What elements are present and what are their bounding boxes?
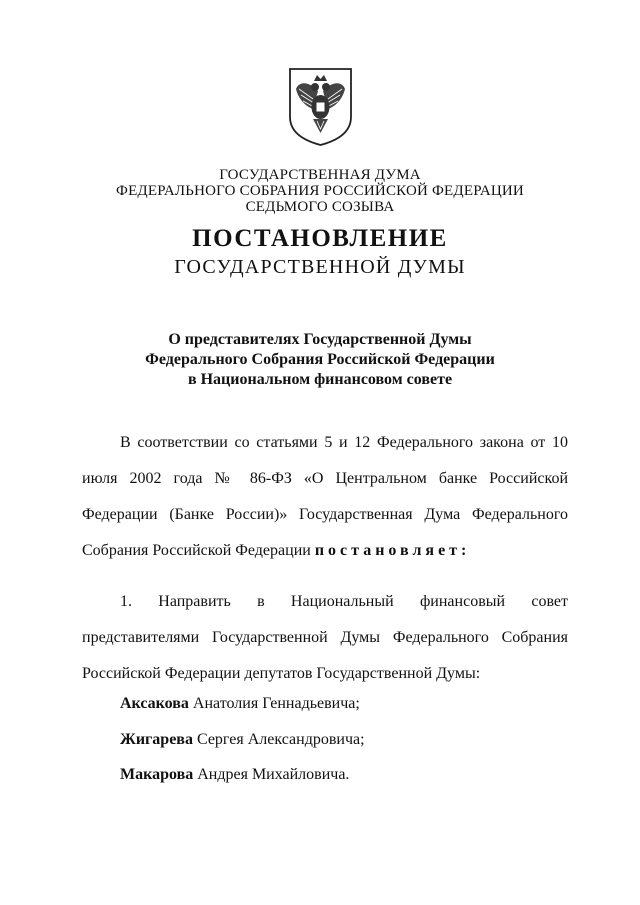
preamble-paragraph [82,425,568,569]
deputy-1 [120,695,360,713]
deputy-2-name: Сергея Александровича; [192,731,365,748]
preamble-text: В соответствии со статьями 5 и 12 Федерального закона от 10 июля 2002 года № 86-ФЗ «О Центральном банке Российской Федерации (Банке России)» Государственная Дума Федерального Собрания Российской Федерации [82,434,568,559]
deputy-2 [120,731,365,749]
deputy-1-name: Анатолия Геннадьевича; [188,695,360,712]
item-1-paragraph: 1. Направить в Национальный финансовый совет представителями Государственной Думы Федерального Собрания Российской Федерации депутатов Государственной Думы: [82,593,568,682]
subject-line-2: Федерального Собрания Российской Федерации [145,351,495,368]
document-title: ПОСТАНОВЛЕНИЕ [192,225,448,252]
russian-coat-of-arms-icon [287,67,354,147]
deputy-3 [120,766,349,784]
subject-line-3: в Национальном финансовом совете [187,371,453,388]
deputy-1-surname: Аксакова [120,695,189,712]
header-line-3: СЕДЬМОГО СОЗЫВА [245,199,395,215]
deputy-3-name: Андрея Михайловича. [193,766,350,783]
header-line-2: ФЕДЕРАЛЬНОГО СОБРАНИЯ РОССИЙСКОЙ ФЕДЕРАЦИИ [116,183,524,199]
deputy-2-surname: Жигарева [120,731,193,748]
subject-line-1: О представителях Государственной Думы [168,331,472,348]
deputy-3-surname: Макарова [120,766,194,783]
header-line-1: ГОСУДАРСТВЕННАЯ ДУМА [219,167,421,183]
resolves-word: постановляет: [314,542,471,559]
document-subtitle: ГОСУДАРСТВЕННОЙ ДУМЫ [174,256,466,278]
